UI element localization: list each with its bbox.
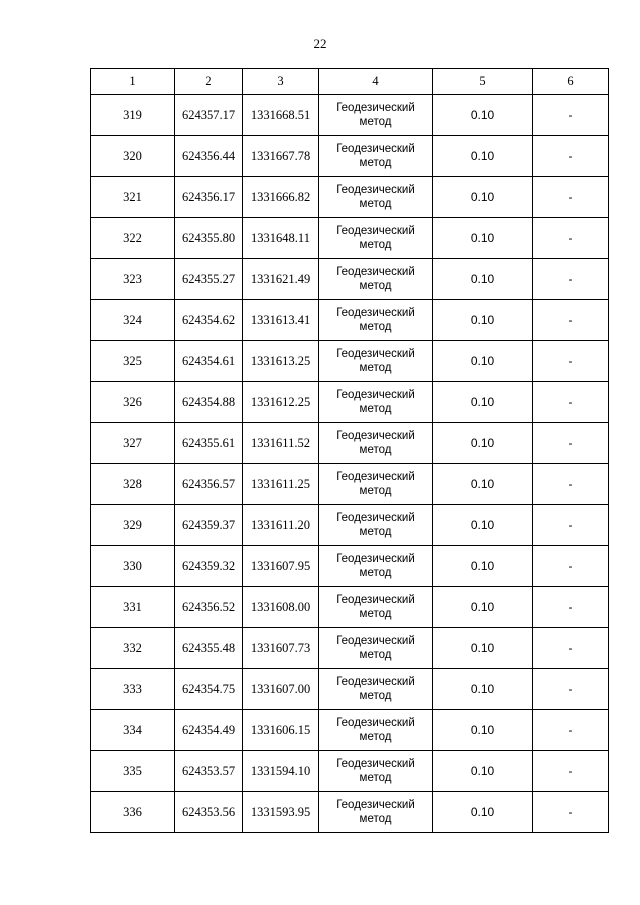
y-coordinate-cell: 1331607.00 (243, 669, 319, 710)
method-cell (319, 218, 433, 259)
accuracy-cell: 0.10 (433, 177, 533, 218)
method-line: Геодезический (336, 799, 415, 811)
note-cell: - (533, 792, 609, 833)
accuracy-cell: 0.10 (433, 136, 533, 177)
column-header: 3 (243, 69, 319, 95)
x-coordinate-cell: 624355.48 (175, 628, 243, 669)
x-coordinate-cell: 624354.62 (175, 300, 243, 341)
method-cell (319, 464, 433, 505)
point-number-cell: 325 (91, 341, 175, 382)
method-line: метод (359, 403, 392, 415)
table-row (91, 587, 609, 628)
method-cell (319, 423, 433, 464)
accuracy-cell: 0.10 (433, 587, 533, 628)
method-line: метод (359, 690, 392, 702)
accuracy-cell: 0.10 (433, 464, 533, 505)
table-row (91, 546, 609, 587)
x-coordinate-cell: 624356.17 (175, 177, 243, 218)
method-line: Геодезический (336, 143, 415, 155)
y-coordinate-cell: 1331613.41 (243, 300, 319, 341)
method-line: метод (359, 321, 392, 333)
y-coordinate-cell: 1331594.10 (243, 751, 319, 792)
point-number-cell: 331 (91, 587, 175, 628)
table-row (91, 505, 609, 546)
y-coordinate-cell: 1331612.25 (243, 382, 319, 423)
x-coordinate-cell: 624356.57 (175, 464, 243, 505)
method-cell (319, 751, 433, 792)
note-cell: - (533, 587, 609, 628)
point-number-cell: 333 (91, 669, 175, 710)
point-number-cell: 326 (91, 382, 175, 423)
table-row (91, 669, 609, 710)
method-cell (319, 710, 433, 751)
method-line: Геодезический (336, 184, 415, 196)
note-cell: - (533, 464, 609, 505)
table-row (91, 341, 609, 382)
x-coordinate-cell: 624354.75 (175, 669, 243, 710)
point-number-cell: 321 (91, 177, 175, 218)
method-line: Геодезический (336, 225, 415, 237)
point-number-cell: 324 (91, 300, 175, 341)
note-cell: - (533, 218, 609, 259)
note-cell: - (533, 259, 609, 300)
method-line: метод (359, 813, 392, 825)
note-cell: - (533, 341, 609, 382)
method-line: Геодезический (336, 717, 415, 729)
y-coordinate-cell: 1331606.15 (243, 710, 319, 751)
note-cell: - (533, 669, 609, 710)
column-header: 5 (433, 69, 533, 95)
point-number-cell: 328 (91, 464, 175, 505)
method-cell (319, 587, 433, 628)
method-line: метод (359, 526, 392, 538)
x-coordinate-cell: 624354.61 (175, 341, 243, 382)
table-row (91, 177, 609, 218)
column-header: 2 (175, 69, 243, 95)
table-row (91, 792, 609, 833)
column-header: 6 (533, 69, 609, 95)
note-cell: - (533, 751, 609, 792)
point-number-cell: 332 (91, 628, 175, 669)
y-coordinate-cell: 1331607.95 (243, 546, 319, 587)
y-coordinate-cell: 1331611.52 (243, 423, 319, 464)
method-line: Геодезический (336, 348, 415, 360)
method-line: Геодезический (336, 676, 415, 688)
method-line: Геодезический (336, 471, 415, 483)
table-row (91, 136, 609, 177)
point-number-cell: 336 (91, 792, 175, 833)
method-line: Геодезический (336, 307, 415, 319)
accuracy-cell: 0.10 (433, 546, 533, 587)
accuracy-cell: 0.10 (433, 382, 533, 423)
note-cell: - (533, 382, 609, 423)
method-line: метод (359, 198, 392, 210)
y-coordinate-cell: 1331668.51 (243, 95, 319, 136)
x-coordinate-cell: 624354.49 (175, 710, 243, 751)
table-row (91, 628, 609, 669)
x-coordinate-cell: 624355.61 (175, 423, 243, 464)
accuracy-cell: 0.10 (433, 300, 533, 341)
x-coordinate-cell: 624355.27 (175, 259, 243, 300)
note-cell: - (533, 177, 609, 218)
method-cell (319, 382, 433, 423)
method-line: метод (359, 280, 392, 292)
y-coordinate-cell: 1331611.25 (243, 464, 319, 505)
method-line: Геодезический (336, 102, 415, 114)
note-cell: - (533, 505, 609, 546)
x-coordinate-cell: 624359.37 (175, 505, 243, 546)
method-line: метод (359, 157, 392, 169)
y-coordinate-cell: 1331607.73 (243, 628, 319, 669)
table-header-row (91, 69, 609, 95)
accuracy-cell: 0.10 (433, 259, 533, 300)
y-coordinate-cell: 1331593.95 (243, 792, 319, 833)
point-number-cell: 335 (91, 751, 175, 792)
x-coordinate-cell: 624359.32 (175, 546, 243, 587)
table-row (91, 710, 609, 751)
method-line: Геодезический (336, 553, 415, 565)
method-line: Геодезический (336, 758, 415, 770)
point-number-cell: 323 (91, 259, 175, 300)
column-header: 4 (319, 69, 433, 95)
accuracy-cell: 0.10 (433, 95, 533, 136)
note-cell: - (533, 546, 609, 587)
point-number-cell: 319 (91, 95, 175, 136)
point-number-cell: 322 (91, 218, 175, 259)
method-line: Геодезический (336, 594, 415, 606)
x-coordinate-cell: 624357.17 (175, 95, 243, 136)
method-cell (319, 95, 433, 136)
x-coordinate-cell: 624356.44 (175, 136, 243, 177)
column-header: 1 (91, 69, 175, 95)
method-line: Геодезический (336, 635, 415, 647)
method-line: метод (359, 772, 392, 784)
method-line: Геодезический (336, 512, 415, 524)
table-row (91, 259, 609, 300)
method-line: метод (359, 239, 392, 251)
x-coordinate-cell: 624353.56 (175, 792, 243, 833)
accuracy-cell: 0.10 (433, 505, 533, 546)
accuracy-cell: 0.10 (433, 341, 533, 382)
x-coordinate-cell: 624353.57 (175, 751, 243, 792)
accuracy-cell: 0.10 (433, 792, 533, 833)
method-cell (319, 628, 433, 669)
method-cell (319, 669, 433, 710)
point-number-cell: 330 (91, 546, 175, 587)
table-row (91, 218, 609, 259)
method-cell (319, 177, 433, 218)
accuracy-cell: 0.10 (433, 218, 533, 259)
note-cell: - (533, 628, 609, 669)
method-cell (319, 259, 433, 300)
method-line: метод (359, 362, 392, 374)
method-cell (319, 505, 433, 546)
method-line: Геодезический (336, 266, 415, 278)
method-line: Геодезический (336, 430, 415, 442)
table-row (91, 300, 609, 341)
method-line: метод (359, 444, 392, 456)
method-cell (319, 136, 433, 177)
method-cell (319, 341, 433, 382)
method-line: метод (359, 116, 392, 128)
method-line: метод (359, 649, 392, 661)
method-line: метод (359, 567, 392, 579)
y-coordinate-cell: 1331667.78 (243, 136, 319, 177)
y-coordinate-cell: 1331611.20 (243, 505, 319, 546)
point-number-cell: 320 (91, 136, 175, 177)
x-coordinate-cell: 624354.88 (175, 382, 243, 423)
table-body (91, 95, 609, 833)
y-coordinate-cell: 1331621.49 (243, 259, 319, 300)
note-cell: - (533, 423, 609, 464)
accuracy-cell: 0.10 (433, 710, 533, 751)
page-number: 22 (313, 36, 327, 51)
accuracy-cell: 0.10 (433, 628, 533, 669)
method-cell (319, 546, 433, 587)
method-line: метод (359, 608, 392, 620)
point-number-cell: 334 (91, 710, 175, 751)
table-row (91, 423, 609, 464)
method-line: метод (359, 731, 392, 743)
y-coordinate-cell: 1331608.00 (243, 587, 319, 628)
accuracy-cell: 0.10 (433, 669, 533, 710)
x-coordinate-cell: 624356.52 (175, 587, 243, 628)
note-cell: - (533, 300, 609, 341)
point-number-cell: 327 (91, 423, 175, 464)
method-cell (319, 300, 433, 341)
coordinates-table (90, 68, 609, 833)
method-line: Геодезический (336, 389, 415, 401)
accuracy-cell: 0.10 (433, 751, 533, 792)
point-number-cell: 329 (91, 505, 175, 546)
method-line: метод (359, 485, 392, 497)
accuracy-cell: 0.10 (433, 423, 533, 464)
method-cell (319, 792, 433, 833)
y-coordinate-cell: 1331613.25 (243, 341, 319, 382)
y-coordinate-cell: 1331666.82 (243, 177, 319, 218)
x-coordinate-cell: 624355.80 (175, 218, 243, 259)
note-cell: - (533, 710, 609, 751)
y-coordinate-cell: 1331648.11 (243, 218, 319, 259)
note-cell: - (533, 95, 609, 136)
note-cell: - (533, 136, 609, 177)
table-row (91, 751, 609, 792)
table-row (91, 464, 609, 505)
table-row (91, 95, 609, 136)
table-row (91, 382, 609, 423)
